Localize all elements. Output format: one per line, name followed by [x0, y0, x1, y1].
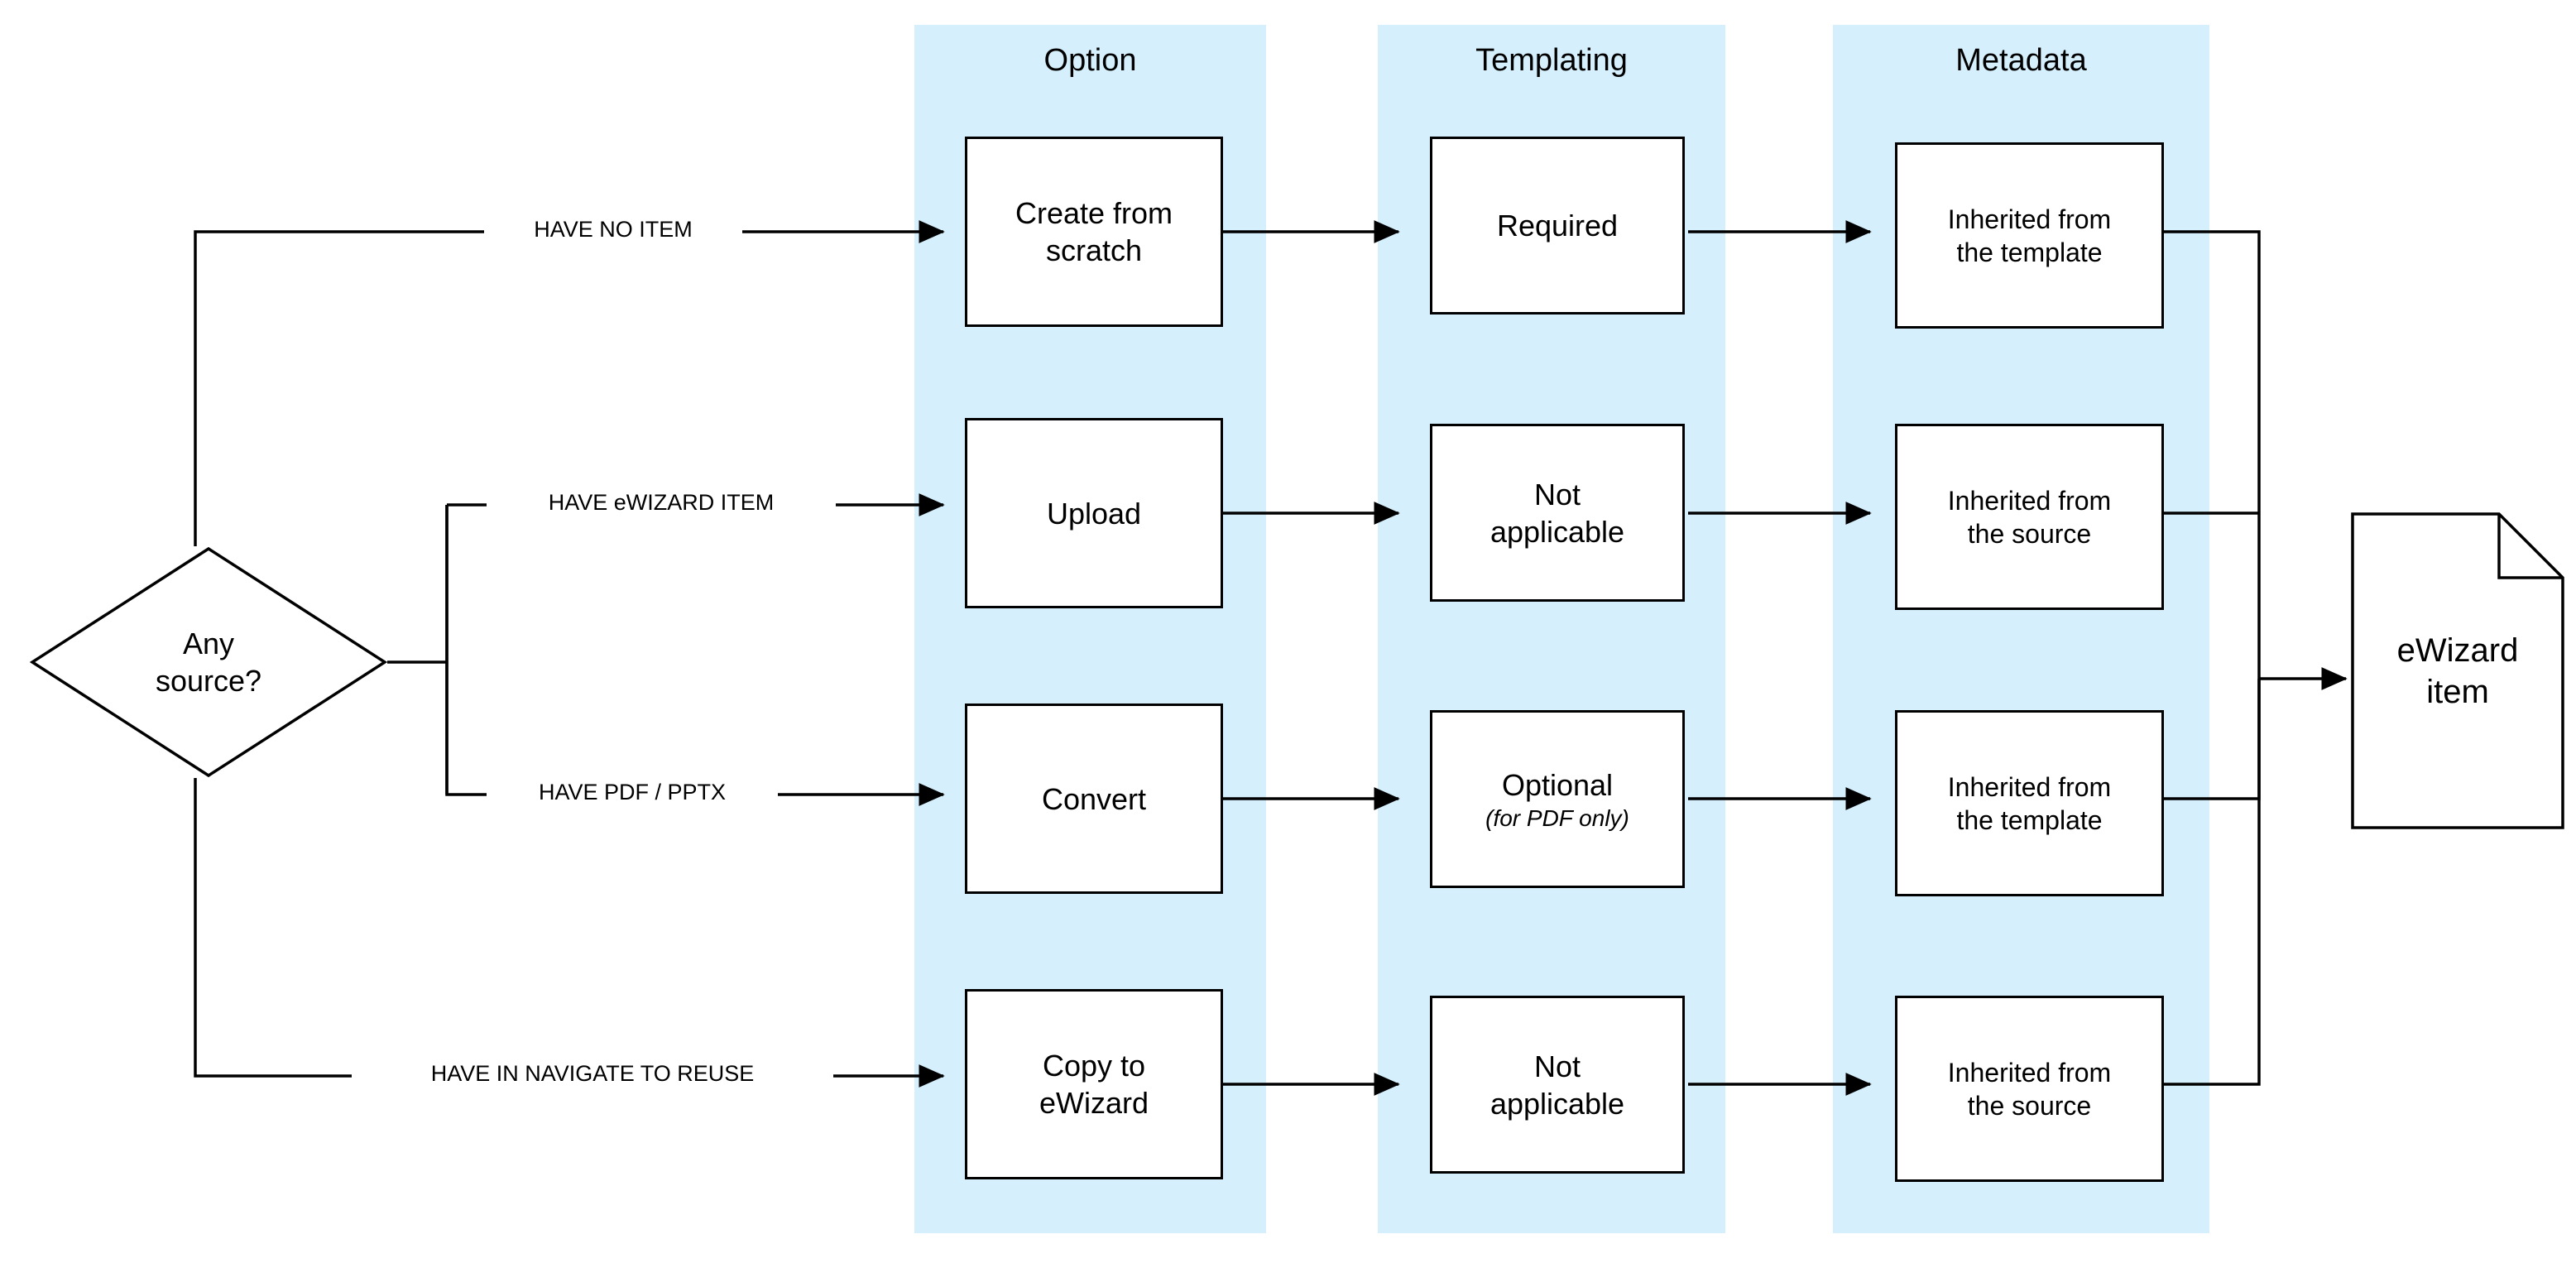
templating-not-applicable-upload-line1: Not — [1533, 477, 1581, 511]
decision-label-line2: source? — [155, 664, 262, 698]
metadata-inherited-source-1-line1: Inherited from — [1947, 485, 2112, 516]
result-label-line2: item — [2426, 673, 2489, 710]
metadata-inherited-source-2-line2: the source — [1967, 1090, 2092, 1121]
option-convert-label: Convert — [1041, 781, 1147, 816]
metadata-inherited-template-2-line2: the template — [1956, 804, 2103, 835]
metadata-inherited-source-2-line1: Inherited from — [1947, 1057, 2112, 1088]
decision-label — [30, 546, 387, 778]
option-create-from-scratch[interactable] — [965, 137, 1223, 327]
templating-required-label: Required — [1496, 209, 1619, 243]
option-create-from-scratch-line1: Create from — [1015, 196, 1173, 230]
band-label-templating: Templating — [1475, 43, 1628, 78]
metadata-inherited-template-1-line1: Inherited from — [1947, 204, 2112, 234]
decision-label-line1: Any — [182, 627, 235, 660]
result-label-line1: eWizard — [2396, 632, 2519, 669]
edge-label-have-in-navigate-to-reuse: HAVE IN NAVIGATE TO REUSE — [352, 1061, 833, 1087]
decision-any-source[interactable] — [30, 546, 387, 778]
templating-required[interactable] — [1430, 137, 1685, 315]
templating-optional-note: (for PDF only) — [1485, 804, 1629, 831]
templating-not-applicable-copy[interactable] — [1430, 996, 1685, 1174]
metadata-inherited-source-2[interactable] — [1895, 996, 2164, 1182]
templating-not-applicable-copy-line1: Not — [1533, 1049, 1581, 1083]
edge-label-have-pdf-pptx: HAVE PDF / PPTX — [487, 780, 778, 805]
option-copy-to-ewizard[interactable] — [965, 989, 1223, 1179]
templating-not-applicable-upload-line2: applicable — [1489, 514, 1625, 549]
metadata-inherited-template-1[interactable] — [1895, 142, 2164, 329]
metadata-inherited-template-2[interactable] — [1895, 710, 2164, 896]
edge-label-have-no-item: HAVE NO ITEM — [484, 217, 742, 243]
templating-not-applicable-upload[interactable] — [1430, 424, 1685, 602]
option-upload-label: Upload — [1046, 496, 1142, 531]
metadata-inherited-source-1-line2: the source — [1967, 518, 2092, 549]
result-label — [2350, 511, 2565, 830]
edge-label-have-ewizard-item: HAVE eWIZARD ITEM — [487, 490, 836, 516]
band-label-metadata: Metadata — [1955, 43, 2087, 78]
option-upload[interactable] — [965, 418, 1223, 608]
metadata-inherited-source-1[interactable] — [1895, 424, 2164, 610]
option-copy-to-ewizard-line1: Copy to — [1042, 1049, 1146, 1083]
metadata-inherited-template-1-line2: the template — [1956, 237, 2103, 267]
templating-not-applicable-copy-line2: applicable — [1489, 1086, 1625, 1121]
option-create-from-scratch-line2: scratch — [1045, 233, 1143, 267]
templating-optional-convert[interactable] — [1430, 710, 1685, 888]
option-copy-to-ewizard-line2: eWizard — [1039, 1086, 1149, 1120]
option-convert[interactable] — [965, 704, 1223, 894]
templating-optional-label: Optional — [1501, 767, 1614, 802]
metadata-inherited-template-2-line1: Inherited from — [1947, 771, 2112, 802]
band-label-option: Option — [1043, 43, 1137, 78]
result-ewizard-item[interactable] — [2350, 511, 2565, 830]
